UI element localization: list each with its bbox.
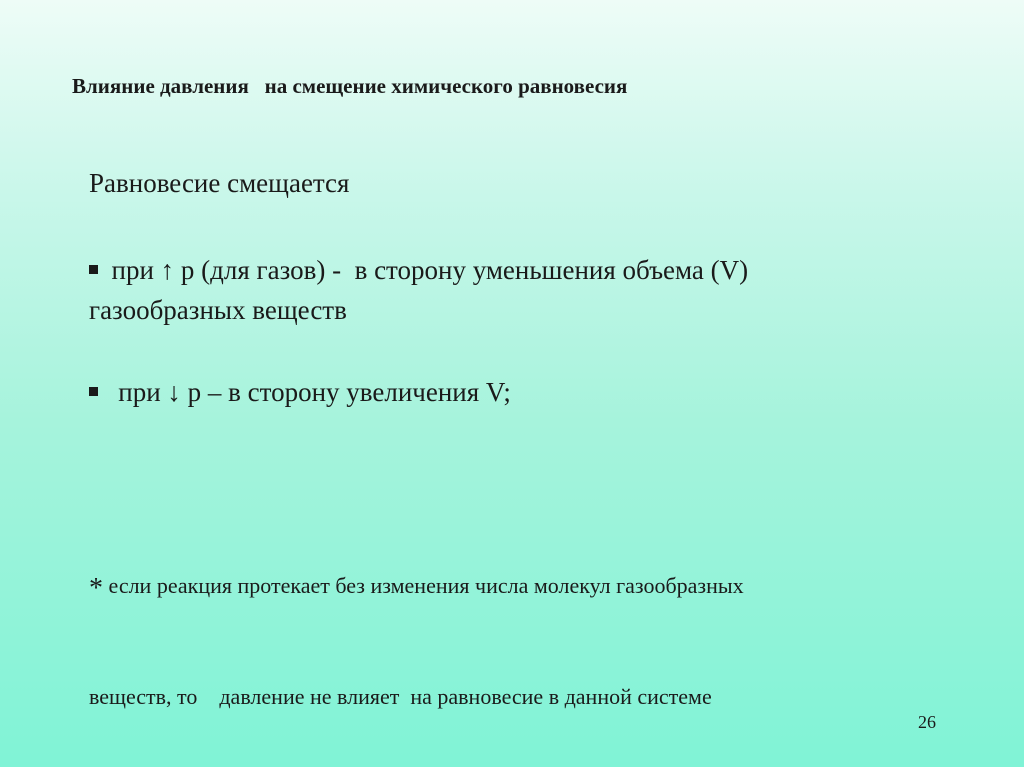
- page-number: 26: [918, 712, 936, 732]
- asterisk-icon: *: [89, 573, 103, 604]
- footnote-line-2: веществ, то давление не влияет на равновесие в данной системе: [89, 684, 712, 709]
- footnote-line-1: [89, 568, 744, 607]
- bullet-item-pressure-increase: [89, 250, 748, 290]
- bullet-text: при ↑ р (для газов) - в сторону уменьшения объема (V): [98, 255, 749, 285]
- footnote-text: если реакция протекает без изменения числа молекул газообразных: [103, 573, 744, 598]
- square-bullet-icon: [89, 387, 98, 396]
- square-bullet-icon: [89, 265, 98, 274]
- bullet-item-pressure-decrease: [89, 372, 511, 412]
- bullet-text-continuation: газообразных веществ: [89, 295, 347, 325]
- lead-text: Равновесие смещается: [89, 168, 350, 198]
- footnote: [89, 496, 744, 767]
- bullet-text: при ↓ р – в сторону увеличения V;: [98, 377, 511, 407]
- slide-title: Влияние давления на смещение химического равновесия: [72, 74, 628, 98]
